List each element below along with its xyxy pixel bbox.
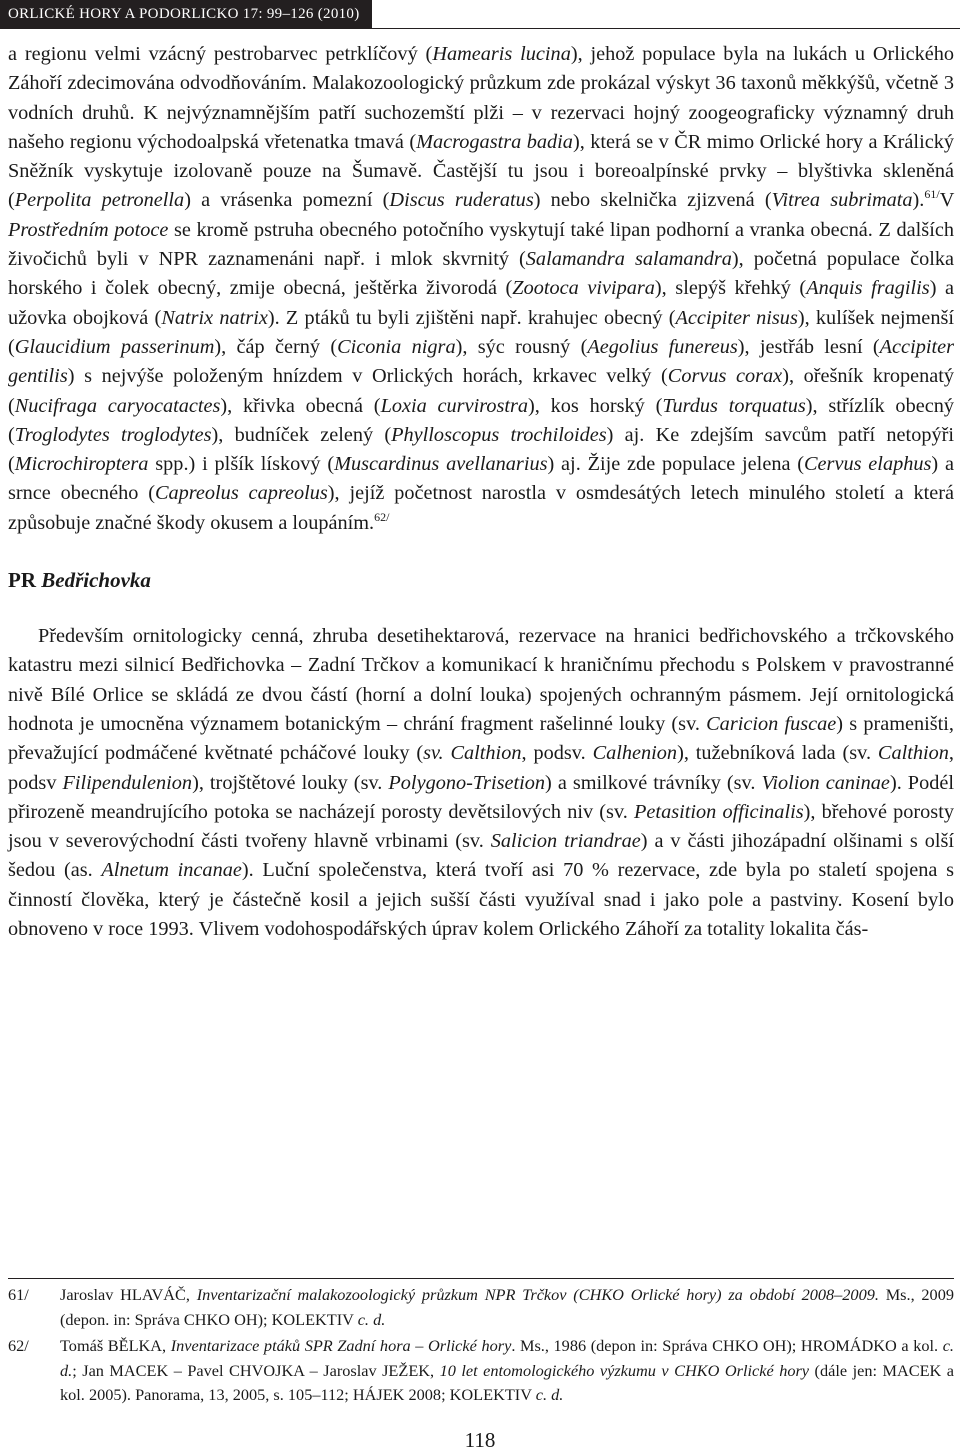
footnote-text — [60, 1283, 954, 1332]
header-rule — [0, 28, 960, 29]
running-header — [0, 0, 372, 28]
main-text — [8, 40, 954, 944]
italic-run: Inventarizační malakozoologický průzkum NPR Trčkov (CHKO Orlické hory) za období 2008–2009. — [196, 1285, 879, 1304]
italic-run: c. d. — [60, 1336, 954, 1380]
paragraph-1 — [8, 40, 954, 538]
italic-run: Glaucidium passerinum — [14, 335, 215, 358]
text-run: spp.) i plšík lískový ( — [148, 453, 335, 476]
text-run: ), břehové porosty jsou v severovýchodní části tvořeny hlavně vrbinami (sv. — [8, 800, 954, 853]
italic-run: 10 let entomologického výzkumu v CHKO Orlické hory — [439, 1360, 810, 1380]
section-heading-prefix: PR — [8, 568, 42, 593]
italic-run: Cervus elaphus — [804, 453, 932, 476]
italic-run: Violion caninae — [761, 771, 890, 794]
italic-run: Salicion triandrae — [490, 830, 641, 853]
text-run: ), slepýš křehký ( — [654, 277, 807, 300]
text-run: ). Z ptáků tu byli zjištěni např. krahujec obecný ( — [267, 306, 676, 329]
text-run: ), která se v ČR mimo Orlické hory a Králický Sněžník vyskytuje izolovaně pouze na Šumavě. Častější tu jsou i boreoalpínské prvky – blyštivka skleněná ( — [8, 130, 954, 212]
italic-run: Nucifraga caryocatactes — [14, 394, 221, 417]
italic-run: Perpolita petronella — [14, 189, 185, 212]
footnote-number: 62/ — [8, 1336, 29, 1355]
text-run: ), jestřáb lesní ( — [737, 335, 880, 358]
text-run: ) a smilkové trávníky (sv. — [545, 771, 762, 794]
text-run: ), tužebníková lada (sv. — [677, 742, 878, 765]
text-run: ) s prameništi, převažující podmáčené květnaté pcháčové louky ( — [8, 712, 954, 765]
italic-run: Accipiter gentilis — [8, 335, 955, 388]
footnote-text — [60, 1334, 954, 1408]
text-run: ), jehož populace byla na lukách u Orlického Záhoří zdecimována odvodňováním. Malakozoologický průzkum zde prokázal výskyt 36 taxonů měkkýšů, včetně 3 vodních druhů. K nejvýznamnějším patří suchozemští plži – v rezervaci hojný zoogeograficky významný druh našeho regionu východoalpská vřetenatka tmavá ( — [8, 43, 954, 153]
paragraph-2 — [8, 622, 954, 944]
text-run: V — [939, 189, 954, 212]
italic-run: Discus ruderatus — [389, 189, 534, 212]
text-run: ), ořešník kropenatý ( — [8, 365, 955, 417]
text-run: , podsv. — [521, 742, 593, 765]
italic-run: Calhenion — [592, 742, 678, 765]
text-run: a regionu velmi vzácný pestrobarvec petrklíčový ( — [8, 43, 433, 65]
text-run: ) nebo skelnička zjizvená ( — [533, 189, 772, 212]
italic-run: sv. Calthion — [423, 742, 522, 765]
text-run: ) aj. Žije zde populace jelena ( — [547, 453, 805, 476]
text-run: ), budníček zelený ( — [211, 423, 392, 446]
text-run: ) a srnce obecného ( — [8, 453, 954, 505]
italic-run: Aegolius funereus — [587, 335, 738, 358]
italic-run: Turdus torquatus — [662, 394, 806, 417]
text-run: ) a užovka obojková ( — [8, 277, 954, 329]
text-run: Především ornitologicky cenná, zhruba desetihektarová, rezervace na hranici bedřichovského a trčkovského katastru mezi silnicí Bedřichovka – Zadní Trčkov a komunikací k hraničnímu přechodu s Polskem v pravostranné nivě Bílé Orlice se skládá ze dvou částí (horní a dolní louka) spojených ochranným pásmem. Její ornitologická hodnota je umocněna významem botanickým – chrání fragment rašelinné louky (sv. — [8, 625, 954, 735]
italic-run: Prostředním potoce — [8, 218, 169, 241]
text-run: ) s nejvýše položeným hnízdem v Orlických horách, krkavec velký ( — [67, 365, 668, 388]
italic-run: Phylloscopus trochiloides — [391, 423, 607, 446]
text-run: ) a v části jihozápadní olšinami s olší šedou (as. — [8, 830, 954, 882]
text-run: ). — [912, 189, 925, 212]
italic-run: Macrogastra badia — [416, 130, 573, 153]
text-run: ; Jan MACEK – Pavel CHVOJKA – Jaroslav JEŽEK, — [72, 1360, 440, 1380]
text-run: ) aj. Ke zdejším savcům patří netopýři ( — [8, 423, 954, 476]
text-run: ), střízlík obecný ( — [8, 394, 954, 446]
text-run: , podsv — [8, 742, 954, 794]
text-run: Jaroslav HLAVÁČ, — [60, 1285, 197, 1304]
italic-run: Capreolus capreolus — [154, 482, 328, 505]
italic-run: Caricion fuscae — [706, 712, 837, 735]
footnote-number: 61/ — [8, 1285, 29, 1304]
italic-run: c. d. — [535, 1385, 564, 1404]
text-run: ), trojštětové louky (sv. — [192, 771, 389, 794]
italic-run: Polygono-Trisetion — [388, 771, 546, 794]
text-run: ). Luční společenstva, která tvoří asi 70 % rezervace, zde byla po staletí spojena s činností člověka, který je částečně kosil a jejich sušší části využíval snad i jako pole a pastviny. Kosení bylo obnoveno v roce 1993. Vlivem vodohospodářských úprav kolem Orlického Záhoří za totality lokalita čás- — [8, 859, 954, 941]
italic-run: Filipendulenion — [62, 771, 193, 794]
footnote-62 — [8, 1334, 954, 1408]
text-run: (dále jen: MACEK a kol. 2005). Panorama, 13, 2005, s. 105–112; HÁJEK 2008; KOLEKTIV — [60, 1360, 955, 1404]
italic-run: Salamandra salamandra — [525, 248, 732, 271]
page-number: 118 — [464, 1428, 496, 1452]
running-title: ORLICKÉ HORY A PODORLICKO 17: 99–126 (2010) — [0, 0, 372, 28]
italic-run: Hamearis lucina — [432, 43, 571, 65]
text-run: ), čáp černý ( — [214, 335, 338, 358]
italic-run: Muscardinus avellanarius — [334, 453, 548, 476]
italic-run: Corvus corax — [667, 365, 783, 388]
footnote-ref: 61/ — [924, 187, 940, 202]
italic-run: Vitrea subrimata — [771, 189, 913, 212]
italic-run: c. d. — [357, 1309, 386, 1329]
section-heading-name: Bedřichovka — [41, 568, 151, 593]
text-run: ), kos horský ( — [528, 394, 663, 417]
italic-run: Microchiroptera — [14, 453, 149, 476]
italic-run: Alnetum incanae — [101, 859, 242, 882]
footnote-ref: 62/ — [374, 509, 390, 524]
italic-run: Zootoca vivipara — [512, 277, 655, 300]
italic-run: Accipiter nisus — [675, 306, 798, 329]
text-run: se kromě pstruha obecného potočního vyskytují také lipan podhorní a vranka obecná. Z dalších živočichů byli v NPR zaznamenáni např. i mlok skvrnitý ( — [8, 218, 954, 271]
text-run: ), kulíšek nejmenší ( — [8, 306, 954, 358]
text-run: Ms., 2009 (depon. in: Správa CHKO OH); KOLEKTIV — [60, 1285, 954, 1329]
text-run: ). Podél přirozeně meandrujícího potoka se nacházejí porosty devětsilových niv (sv. — [8, 771, 954, 823]
italic-run: Calthion — [877, 742, 949, 765]
italic-run: Ciconia nigra — [337, 335, 456, 358]
text-run: ), jejíž početnost narostla v osmdesátých letech minulého století a která způsobuje značné škody okusem a loupáním. — [8, 482, 954, 534]
italic-run: Petasition officinalis — [634, 800, 804, 823]
text-run: Tomáš BĚLKA, — [60, 1336, 171, 1355]
italic-run: Anquis fragilis — [806, 277, 930, 300]
text-run: ), sýc rousný ( — [455, 335, 588, 358]
footnote-61 — [8, 1283, 954, 1332]
text-run: ) a vrásenka pomezní ( — [184, 189, 390, 212]
text-run: . Ms., 1986 (depon in: Správa CHKO OH); HROMÁDKO a kol. — [511, 1336, 943, 1355]
footnotes — [8, 1278, 954, 1410]
italic-run: Troglodytes troglodytes — [14, 423, 212, 446]
italic-run: Loxia curvirostra — [380, 394, 529, 417]
text-run: ), křivka obecná ( — [220, 394, 381, 417]
italic-run: Natrix natrix — [161, 306, 268, 329]
text-run: ), početná populace čolka horského i čolek obecný, zmije obecná, ještěrka živorodá ( — [8, 248, 954, 300]
section-heading — [8, 566, 954, 594]
italic-run: Inventarizace ptáků SPR Zadní hora – Orlické hory — [170, 1336, 512, 1355]
